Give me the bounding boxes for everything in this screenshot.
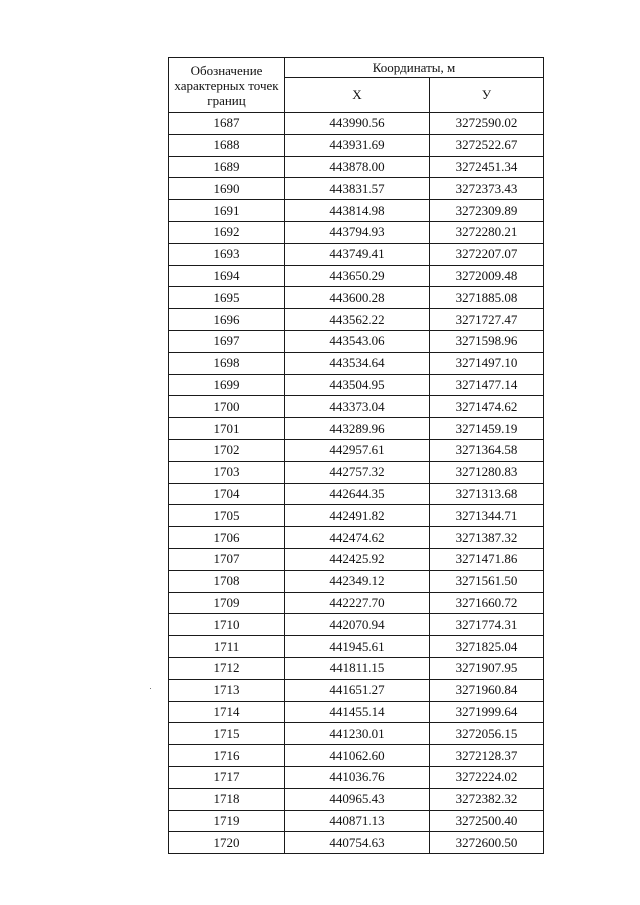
- x-cell: 443878.00: [285, 156, 430, 178]
- point-cell: 1708: [169, 570, 285, 592]
- table-row: [169, 657, 544, 679]
- table-row: [169, 483, 544, 505]
- point-cell: 1704: [169, 483, 285, 505]
- x-cell: 441230.01: [285, 723, 430, 745]
- table-row: [169, 330, 544, 352]
- table-row: [169, 788, 544, 810]
- y-cell: 3271960.84: [430, 679, 544, 701]
- header-designation: Обозначение характерных точек границ: [169, 58, 285, 113]
- table-row: [169, 396, 544, 418]
- point-cell: 1696: [169, 309, 285, 331]
- point-cell: 1712: [169, 657, 285, 679]
- y-cell: 3271344.71: [430, 505, 544, 527]
- point-cell: 1719: [169, 810, 285, 832]
- table-row: [169, 352, 544, 374]
- x-cell: 443562.22: [285, 309, 430, 331]
- y-cell: 3271907.95: [430, 657, 544, 679]
- table-row: [169, 221, 544, 243]
- table-header: [169, 58, 544, 113]
- table-row: [169, 592, 544, 614]
- point-cell: 1688: [169, 134, 285, 156]
- x-cell: 443931.69: [285, 134, 430, 156]
- header-coordinates: Координаты, м: [285, 58, 544, 78]
- x-cell: 443990.56: [285, 113, 430, 135]
- table-row: [169, 113, 544, 135]
- x-cell: 443543.06: [285, 330, 430, 352]
- table-row: [169, 548, 544, 570]
- x-cell: 442349.12: [285, 570, 430, 592]
- table-row: [169, 439, 544, 461]
- x-cell: 443831.57: [285, 178, 430, 200]
- table-row: [169, 134, 544, 156]
- x-cell: 442644.35: [285, 483, 430, 505]
- point-cell: 1689: [169, 156, 285, 178]
- y-cell: 3272280.21: [430, 221, 544, 243]
- x-cell: 441036.76: [285, 766, 430, 788]
- table-row: [169, 200, 544, 222]
- x-cell: 441455.14: [285, 701, 430, 723]
- y-cell: 3271387.32: [430, 527, 544, 549]
- y-cell: 3271999.64: [430, 701, 544, 723]
- point-cell: 1716: [169, 745, 285, 767]
- x-cell: 443794.93: [285, 221, 430, 243]
- header-x: X: [285, 78, 430, 113]
- table-body: [169, 113, 544, 854]
- table-row: [169, 243, 544, 265]
- x-cell: 443814.98: [285, 200, 430, 222]
- point-cell: 1692: [169, 221, 285, 243]
- point-cell: 1699: [169, 374, 285, 396]
- point-cell: 1705: [169, 505, 285, 527]
- y-cell: 3271471.86: [430, 548, 544, 570]
- y-cell: 3272590.02: [430, 113, 544, 135]
- point-cell: 1691: [169, 200, 285, 222]
- point-cell: 1707: [169, 548, 285, 570]
- table-row: [169, 810, 544, 832]
- y-cell: 3271280.83: [430, 461, 544, 483]
- point-cell: 1703: [169, 461, 285, 483]
- table-row: [169, 309, 544, 331]
- y-cell: 3271313.68: [430, 483, 544, 505]
- point-cell: 1709: [169, 592, 285, 614]
- table-row: [169, 505, 544, 527]
- x-cell: 442425.92: [285, 548, 430, 570]
- x-cell: 443650.29: [285, 265, 430, 287]
- y-cell: 3271474.62: [430, 396, 544, 418]
- point-cell: 1690: [169, 178, 285, 200]
- y-cell: 3271477.14: [430, 374, 544, 396]
- y-cell: 3272522.67: [430, 134, 544, 156]
- table-row: [169, 766, 544, 788]
- table-row: [169, 723, 544, 745]
- x-cell: 440871.13: [285, 810, 430, 832]
- y-cell: 3271497.10: [430, 352, 544, 374]
- x-cell: 441945.61: [285, 636, 430, 658]
- table-row: [169, 701, 544, 723]
- table-row: [169, 461, 544, 483]
- table-row: [169, 374, 544, 396]
- x-cell: 441651.27: [285, 679, 430, 701]
- y-cell: 3272128.37: [430, 745, 544, 767]
- table-row: [169, 178, 544, 200]
- point-cell: 1717: [169, 766, 285, 788]
- table-row: [169, 287, 544, 309]
- table-row: [169, 156, 544, 178]
- y-cell: 3271885.08: [430, 287, 544, 309]
- table-row: [169, 570, 544, 592]
- y-cell: 3271825.04: [430, 636, 544, 658]
- x-cell: 442227.70: [285, 592, 430, 614]
- y-cell: 3272207.07: [430, 243, 544, 265]
- point-cell: 1710: [169, 614, 285, 636]
- y-cell: 3271459.19: [430, 418, 544, 440]
- x-cell: 442757.32: [285, 461, 430, 483]
- table-row: [169, 679, 544, 701]
- y-cell: 3272009.48: [430, 265, 544, 287]
- point-cell: 1695: [169, 287, 285, 309]
- table-row: [169, 614, 544, 636]
- point-cell: 1700: [169, 396, 285, 418]
- point-cell: 1697: [169, 330, 285, 352]
- table-row: [169, 832, 544, 854]
- x-cell: 443534.64: [285, 352, 430, 374]
- point-cell: 1702: [169, 439, 285, 461]
- y-cell: 3272224.02: [430, 766, 544, 788]
- y-cell: 3272500.40: [430, 810, 544, 832]
- y-cell: 3271598.96: [430, 330, 544, 352]
- point-cell: 1718: [169, 788, 285, 810]
- x-cell: 443289.96: [285, 418, 430, 440]
- x-cell: 440754.63: [285, 832, 430, 854]
- point-cell: 1694: [169, 265, 285, 287]
- y-cell: 3271774.31: [430, 614, 544, 636]
- y-cell: 3272382.32: [430, 788, 544, 810]
- point-cell: 1706: [169, 527, 285, 549]
- y-cell: 3271660.72: [430, 592, 544, 614]
- header-y: У: [430, 78, 544, 113]
- point-cell: 1701: [169, 418, 285, 440]
- y-cell: 3272600.50: [430, 832, 544, 854]
- y-cell: 3272056.15: [430, 723, 544, 745]
- table-row: [169, 418, 544, 440]
- table-row: [169, 527, 544, 549]
- x-cell: 440965.43: [285, 788, 430, 810]
- table-row: [169, 636, 544, 658]
- coordinates-table: [168, 57, 544, 854]
- y-cell: 3271364.58: [430, 439, 544, 461]
- x-cell: 441062.60: [285, 745, 430, 767]
- y-cell: 3271561.50: [430, 570, 544, 592]
- x-cell: 443504.95: [285, 374, 430, 396]
- x-cell: 442491.82: [285, 505, 430, 527]
- point-cell: 1698: [169, 352, 285, 374]
- point-cell: 1713: [169, 679, 285, 701]
- x-cell: 442474.62: [285, 527, 430, 549]
- table-row: [169, 265, 544, 287]
- y-cell: 3272373.43: [430, 178, 544, 200]
- x-cell: 443373.04: [285, 396, 430, 418]
- table-row: [169, 745, 544, 767]
- y-cell: 3271727.47: [430, 309, 544, 331]
- y-cell: 3272451.34: [430, 156, 544, 178]
- x-cell: 443749.41: [285, 243, 430, 265]
- x-cell: 443600.28: [285, 287, 430, 309]
- point-cell: 1693: [169, 243, 285, 265]
- x-cell: 442957.61: [285, 439, 430, 461]
- y-cell: 3272309.89: [430, 200, 544, 222]
- x-cell: 441811.15: [285, 657, 430, 679]
- x-cell: 442070.94: [285, 614, 430, 636]
- scan-speck: [150, 688, 151, 689]
- point-cell: 1715: [169, 723, 285, 745]
- point-cell: 1687: [169, 113, 285, 135]
- point-cell: 1714: [169, 701, 285, 723]
- point-cell: 1711: [169, 636, 285, 658]
- point-cell: 1720: [169, 832, 285, 854]
